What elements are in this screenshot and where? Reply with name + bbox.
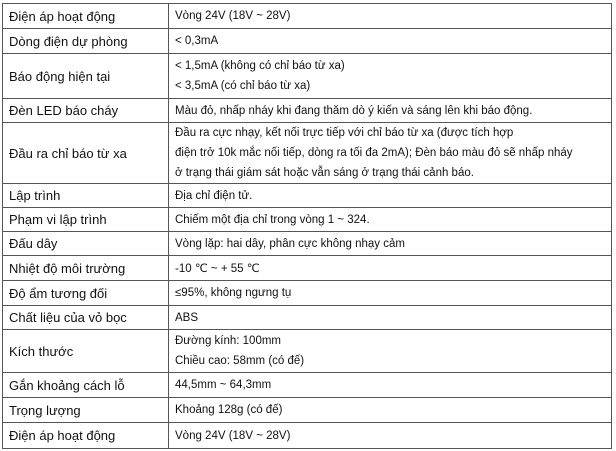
row-value — [169, 54, 612, 99]
row-value — [169, 232, 612, 256]
row-value — [169, 256, 612, 281]
value-line: < 1,5mA (không có chỉ báo từ xa) — [175, 60, 345, 72]
row-label: Kích thước — [3, 330, 169, 373]
table-row — [3, 256, 612, 281]
value-line: < 3,5mA (có chỉ báo từ xa) — [175, 80, 311, 92]
row-value — [169, 208, 612, 232]
value-line: Địa chỉ điện tử. — [175, 189, 253, 202]
row-value — [169, 123, 612, 184]
row-value — [169, 4, 612, 29]
value-line: ≤95%, không ngưng tụ — [175, 287, 292, 299]
value-line: Vòng lặp: hai dây, phân cực không nhạy cảm — [175, 237, 405, 250]
table-row — [3, 423, 612, 449]
table-row — [3, 306, 612, 330]
table-row — [3, 208, 612, 232]
row-value — [169, 281, 612, 306]
value-line: Màu đỏ, nhấp nháy khi đang thăm dò ý kiến và sáng lên khi báo động. — [175, 104, 533, 117]
spec-table — [2, 3, 612, 449]
row-label: Gắn khoảng cách lỗ — [3, 373, 169, 398]
value-line: < 0,3mA — [175, 35, 219, 47]
table-row — [3, 232, 612, 256]
row-value — [169, 184, 612, 208]
table-row — [3, 330, 612, 373]
row-value — [169, 398, 612, 423]
table-row — [3, 398, 612, 423]
row-value — [169, 29, 612, 54]
row-label: Báo động hiện tại — [3, 54, 169, 99]
value-line: điện trở 10k mắc nối tiếp, dòng ra tối đa 2mA); Đèn báo màu đỏ sẽ nhấp nháy — [175, 147, 573, 159]
row-label: Chất liệu của vỏ bọc — [3, 306, 169, 330]
row-value — [169, 423, 612, 449]
row-label: Phạm vi lập trình — [3, 208, 169, 232]
table-row — [3, 54, 612, 99]
table-row — [3, 373, 612, 398]
value-line: ở trạng thái giám sát hoặc vẫn sáng ở trạng thái cảnh báo. — [175, 167, 474, 179]
value-line: -10 ℃ ~ + 55 ℃ — [175, 263, 260, 275]
row-label: Điện áp hoạt động — [3, 4, 169, 29]
row-label: Đèn LED báo cháy — [3, 99, 169, 123]
table-row — [3, 123, 612, 184]
value-line: Đường kính: 100mm — [175, 335, 282, 347]
row-label: Lập trình — [3, 184, 169, 208]
row-label: Đấu dây — [3, 232, 169, 256]
row-label: Đầu ra chỉ báo từ xa — [3, 123, 169, 184]
value-line: Chiều cao: 58mm (có đế) — [175, 355, 305, 367]
table-row — [3, 4, 612, 29]
value-line: Chiếm một địa chỉ trong vòng 1 ~ 324. — [175, 213, 370, 226]
value-line: ABS — [175, 311, 199, 324]
row-value — [169, 373, 612, 398]
value-line: Vòng 24V (18V ~ 28V) — [175, 429, 291, 442]
row-label: Điện áp hoạt động — [3, 423, 169, 449]
table-row — [3, 281, 612, 306]
row-label: Dòng điện dự phòng — [3, 29, 169, 54]
table-row — [3, 29, 612, 54]
value-line: Vòng 24V (18V ~ 28V) — [175, 10, 291, 22]
value-line: Đầu ra cực nhạy, kết nối trực tiếp với chỉ báo từ xa (được tích hợp — [175, 127, 514, 139]
table-row — [3, 184, 612, 208]
row-label: Độ ẩm tương đối — [3, 281, 169, 306]
row-value — [169, 330, 612, 373]
row-value — [169, 306, 612, 330]
value-line: 44,5mm ~ 64,3mm — [175, 379, 272, 391]
table-row — [3, 99, 612, 123]
value-line: Khoảng 128g (có đế) — [175, 404, 283, 416]
row-label: Trọng lượng — [3, 398, 169, 423]
row-label: Nhiệt độ môi trường — [3, 256, 169, 281]
row-value — [169, 99, 612, 123]
